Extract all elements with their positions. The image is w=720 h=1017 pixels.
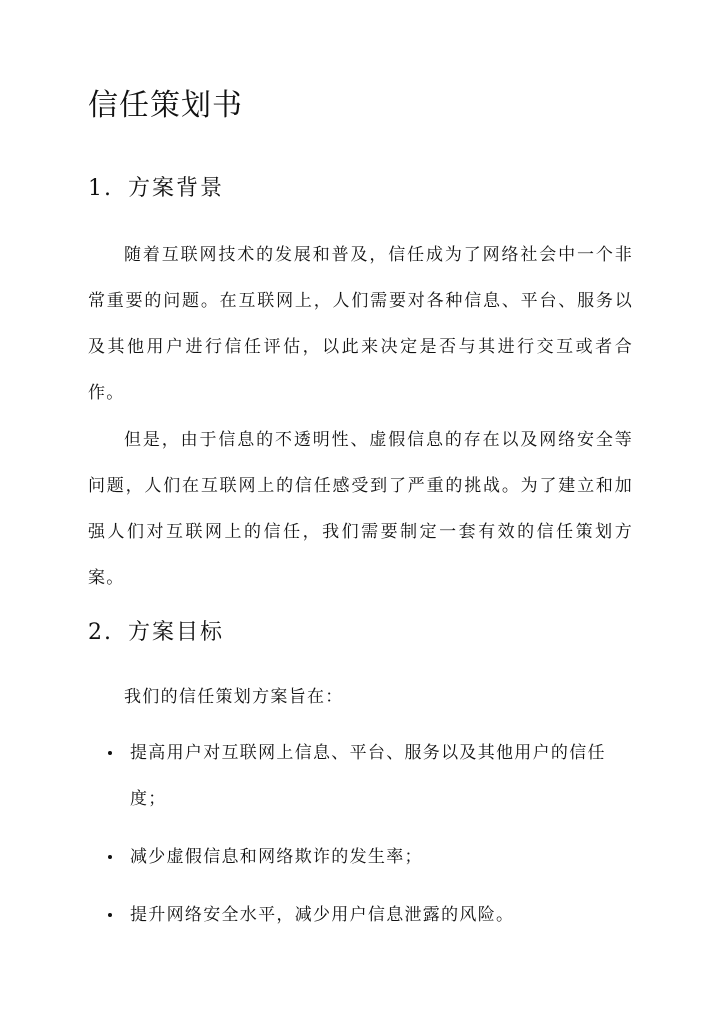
list-item xyxy=(108,730,628,822)
bullet-icon xyxy=(108,913,112,917)
list-item-text: 提高用户对互联网上信息、平台、服务以及其他用户的信任度； xyxy=(130,743,606,809)
bullet-icon xyxy=(108,855,112,859)
document-title: 信任策划书 xyxy=(88,88,243,123)
section-number: 2. xyxy=(88,620,113,645)
goals-list xyxy=(108,730,628,938)
list-item xyxy=(108,892,628,938)
paragraph: 但是，由于信息的不透明性、虚假信息的存在以及网络安全等问题，人们在互联网上的信任感受到了严重的挑战。为了建立和加强人们对互联网上的信任，我们需要制定一套有效的信任策划方案。 xyxy=(88,430,633,588)
section-number: 1. xyxy=(88,176,113,201)
list-item xyxy=(108,834,628,880)
paragraph: 随着互联网技术的发展和普及，信任成为了网络社会中一个非常重要的问题。在互联网上，人们需要对各种信息、平台、服务以及其他用户进行信任评估，以此来决定是否与其进行交互或者合作。 xyxy=(88,245,633,403)
list-item-text: 提升网络安全水平，减少用户信息泄露的风险。 xyxy=(130,905,515,925)
section-heading-goals xyxy=(88,618,224,648)
goals-intro: 我们的信任策划方案旨在： xyxy=(124,687,344,707)
list-item-text: 减少虚假信息和网络欺诈的发生率； xyxy=(130,847,423,867)
section-heading-background xyxy=(88,174,224,204)
section-title: 方案背景 xyxy=(128,176,225,201)
bullet-icon xyxy=(108,751,112,755)
section-title: 方案目标 xyxy=(128,620,225,645)
